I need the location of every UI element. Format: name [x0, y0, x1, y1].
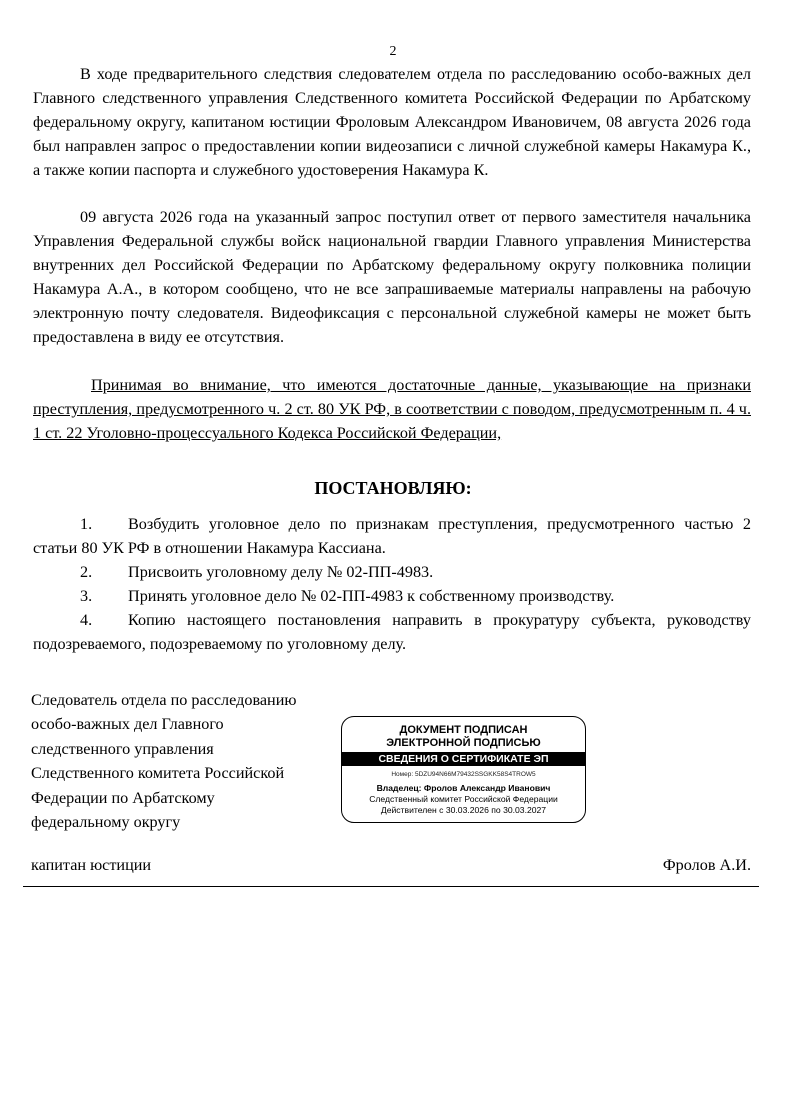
paragraph-text: 09 августа 2026 года на указанный запрос поступил ответ от первого заместителя начальника Управления Федеральной службы войск национальной гвардии Главного управления Министерства внутренних дел Российской Федерации по Арбатскому федеральному округу полковника полиции Накамура А.А., в котором сообщено, что не все запрашиваемые материалы направлены на рабочую электронную почту следователя. Видеофиксация с персональной служебной камеры не может быть предоставлена в виду ее отсутствия.	[33, 208, 751, 346]
electronic-signature-stamp	[341, 716, 586, 823]
stamp-serial: Номер: 5DZU94N66M79432SSGKK58S4TROW5	[391, 771, 536, 778]
stamp-title-line1: ДОКУМЕНТ ПОДПИСАН	[399, 724, 528, 736]
item-text: Копию настоящего постановления направить в прокуратуру субъекта, руководству подозреваемого, подозреваемому по уголовному делу.	[33, 611, 751, 653]
item-number: 3.	[80, 587, 93, 605]
stamp-owner: Владелец: Фролов Александр Иванович	[376, 783, 551, 793]
stamp-organization: Следственный комитет Российской Федерации	[369, 794, 558, 804]
signer-line: Следственного комитета Российской	[31, 764, 285, 783]
signer-name: Фролов А.И.	[662, 856, 751, 874]
paragraph-response	[33, 205, 751, 349]
signer-rank: капитан юстиции	[31, 856, 152, 874]
list-item	[33, 512, 751, 560]
signer-line: Следователь отдела по расследованию	[31, 691, 297, 709]
resolution-heading: ПОСТАНОВЛЯЮ:	[314, 478, 472, 498]
list-item	[33, 560, 751, 584]
paragraph-text: В ходе предварительного следствия следователем отдела по расследованию особо-важных дел Главного следственного управления Следственного комитета Российской Федерации по Арбатскому федеральному округу, капитаном юстиции Фроловым Александром Ивановичем, 08 августа 2026 года был направлен запрос о предоставлении копии видеозаписи с личной служебной камеры Накамура К., а также копии паспорта и служебного удостоверения Накамура К.	[33, 65, 751, 179]
paragraph-text: Принимая во внимание, что имеются достаточные данные, указывающие на признаки преступления, предусмотренного ч. 2 ст. 80 УК РФ, в соответствии с поводом, предусмотренным п. 4 ч. 1 ст. 22 Уголовно-процессуального Кодекса Российской Федерации,	[33, 376, 751, 442]
signer-line: особо-важных дел Главного	[31, 715, 224, 734]
signer-line: следственного управления	[31, 739, 214, 758]
bottom-divider	[23, 886, 759, 887]
paragraph-grounds	[33, 373, 751, 445]
stamp-validity: Действителен с 30.03.2026 по 30.03.2027	[380, 805, 547, 815]
page-number: 2	[389, 44, 397, 59]
list-item	[33, 584, 751, 608]
resolution-items	[33, 512, 751, 656]
paragraph-request	[33, 62, 751, 182]
list-item	[33, 608, 751, 656]
stamp-title-line2: ЭЛЕКТРОННОЙ ПОДПИСЬЮ	[386, 737, 541, 749]
item-number: 1.	[80, 515, 93, 533]
item-number: 2.	[80, 563, 93, 581]
item-text: Присвоить уголовному делу № 02-ПП-4983.	[128, 563, 434, 581]
item-number: 4.	[80, 611, 93, 629]
signer-title	[31, 688, 331, 834]
stamp-certificate-bar: СВЕДЕНИЯ О СЕРТИФИКАТЕ ЭП	[342, 752, 585, 766]
item-text: Возбудить уголовное дело по признакам преступления, предусмотренного частью 2 статьи 80 УК РФ в отношении Накамура Кассиана.	[33, 515, 751, 557]
signer-line: федеральному округу	[31, 813, 181, 832]
item-text: Принять уголовное дело № 02-ПП-4983 к собственному производству.	[128, 587, 615, 605]
signer-line: Федерации по Арбатскому	[31, 788, 215, 807]
